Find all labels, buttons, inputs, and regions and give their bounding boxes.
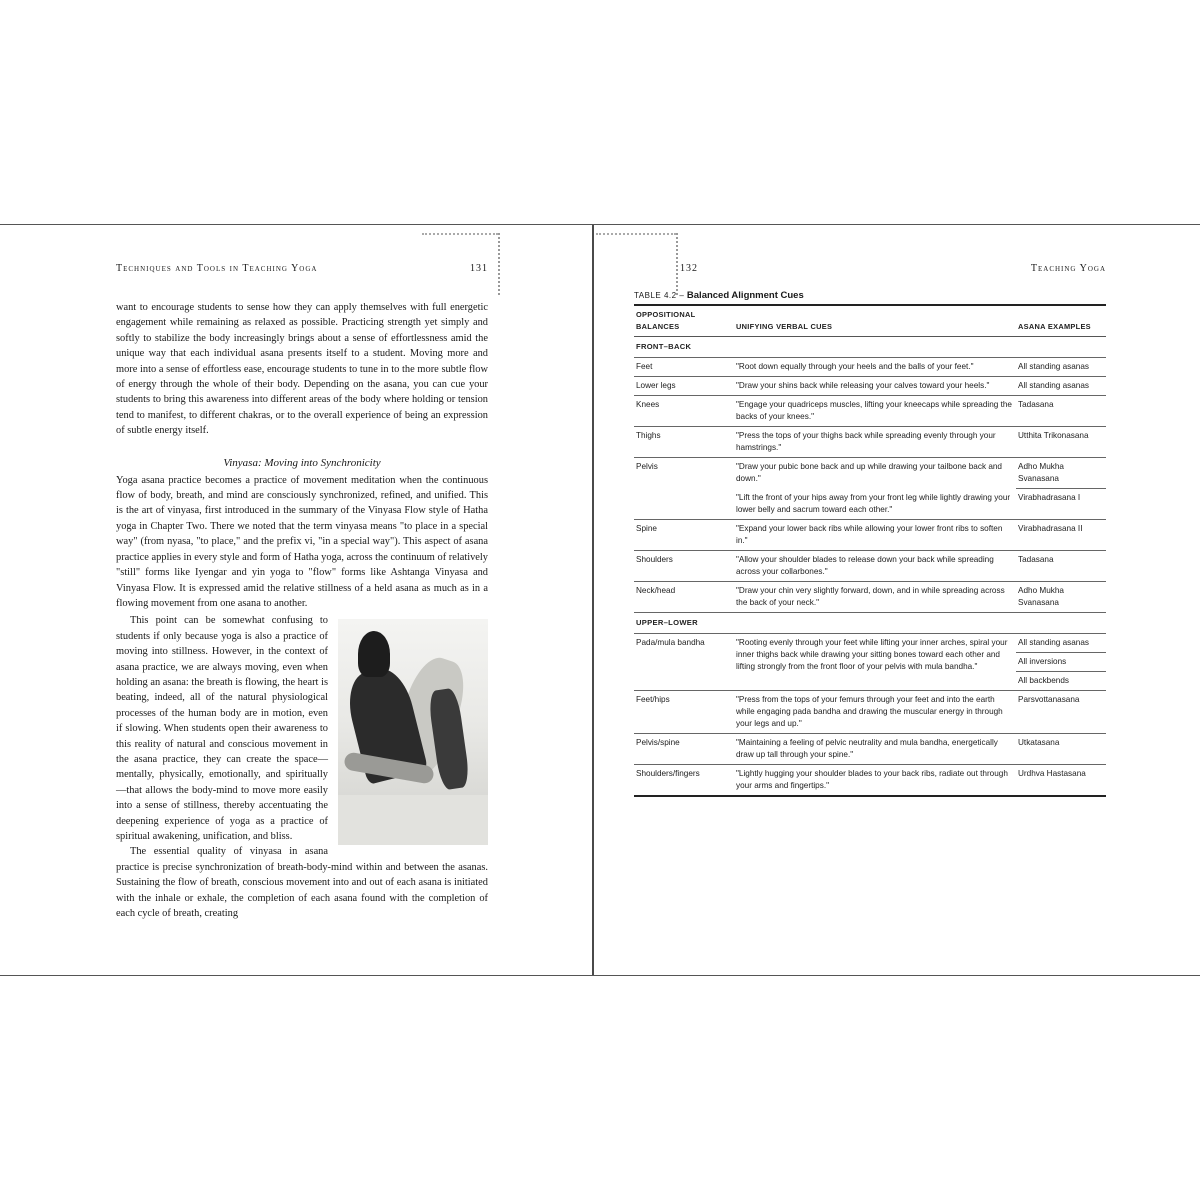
table-row: Shoulders "Allow your shoulder blades to release down your back while spreading across your collarbones." Tadasana	[634, 550, 1106, 581]
table-section-label: FRONT–BACK	[634, 337, 1106, 358]
table-number: TABLE 4.2 –	[634, 291, 685, 300]
column-header: OPPOSITIONAL BALANCES	[634, 306, 734, 337]
left-page	[116, 263, 488, 921]
table-header-row	[634, 306, 1106, 337]
table-row: Pelvis/spine "Maintaining a feeling of pelvic neutrality and mula bandha, energetically draw up tall through your spine." Utkatasana	[634, 733, 1106, 764]
crop-mark	[498, 233, 500, 295]
column-header: UNIFYING VERBAL CUES	[734, 306, 1016, 337]
page-number: 132	[680, 263, 698, 274]
alignment-table	[634, 306, 1106, 797]
table-title: Balanced Alignment Cues	[686, 290, 804, 301]
page-number: 131	[470, 263, 488, 274]
section-subheading: Vinyasa: Moving into Synchronicity	[223, 456, 381, 469]
paragraph: This point can be somewhat confusing to students if only because yoga is also a practice of moving into stillness. However, in the context of asana practice, we are always moving, even when holding an asana: the breath is flowing, the heart is beating, indeed, all of the natural physiological processes of the human body are in motion, even if slowing. When students open their awareness to this reality of natural and conscious movement in the asana practice, they can create the space—mentally, physically, emotionally, and spiritually—that allows the body-mind to move more easily into a sense of stillness, thereby accentuating the deepening experience of yoga as a practice of spiritual awakening, unification, and bliss.	[116, 615, 328, 842]
yoga-photo	[338, 619, 488, 845]
table-row: Neck/head "Draw your chin very slightly forward, down, and in while spreading across the back of your neck." Adho Mukha Svanasana	[634, 581, 1106, 612]
table-row: Knees "Engage your quadriceps muscles, lifting your kneecaps while spreading the backs of your knees." Tadasana	[634, 396, 1106, 427]
table-row: Shoulders/fingers "Lightly hugging your shoulder blades to your back ribs, radiate out through your arms and fingertips." Urdhva Hastasana	[634, 764, 1106, 796]
table-row: Feet/hips "Press from the tops of your femurs through your feet and into the earth while engaging pada bandha and drawing the muscular energy in through your legs and up." Parsvottanasana	[634, 690, 1106, 733]
paragraph: The essential quality of vinyasa in asana practice is precise synchronization of breath-body-mind within and between the asanas. Sustaining the flow of breath, conscious movement into and out of each asana is initiated with the inhale or exhale, the completion of each asana found with the completion of each cycle of breath, creating	[116, 846, 488, 920]
table-row: Pada/mula bandha "Rooting evenly through your feet while lifting your inner arches, spiral your inner thighs back while drawing your sitting bones toward each other and lifting strongly from the front floor of your pelvis with mula bandha." All standing asanas	[634, 633, 1106, 652]
table-caption	[634, 290, 1106, 306]
table-row: Feet "Root down equally through your heels and the balls of your feet." All standing asanas	[634, 358, 1106, 377]
crop-mark	[422, 233, 498, 235]
running-head	[634, 263, 1106, 274]
table-row: All inversions	[634, 652, 1106, 671]
table-row: Lower legs "Draw your shins back while releasing your calves toward your heels." All standing asanas	[634, 377, 1106, 396]
right-page	[634, 263, 1106, 797]
running-head	[116, 263, 488, 274]
table-row: Pelvis "Draw your pubic bone back and up while drawing your tailbone back and down." Adho Mukha Svanasana	[634, 458, 1106, 489]
column-header: ASANA EXAMPLES	[1016, 306, 1106, 337]
table-row: Thighs "Press the tops of your thighs back while spreading evenly through your hamstrings." Utthita Trikonasana	[634, 427, 1106, 458]
table-row: All backbends	[634, 671, 1106, 690]
table-section-label: UPPER–LOWER	[634, 612, 1106, 633]
table-row: "Lift the front of your hips away from your front leg while lightly drawing your lower belly and sacrum toward each other." Virabhadrasana I	[634, 489, 1106, 520]
page-gutter	[592, 225, 594, 975]
table-row: Spine "Expand your lower back ribs while allowing your lower front ribs to soften in." Virabhadrasana II	[634, 519, 1106, 550]
running-head-title: Techniques and Tools in Teaching Yoga	[116, 263, 318, 274]
running-head-title: Teaching Yoga	[1030, 263, 1106, 274]
paragraph: want to encourage students to sense how they can apply themselves with full energetic engagement while remaining as relaxed as possible. Practicing strength yet simply and softly to stabilize the body increasingly brings about a sense of effortlessness amid the unique way that each individual asana presents itself to a student. Moving more and more into a sense of effortless ease, encourage students to tune in to the more subtle flow of energy through the whole of their body. Depending on the asana, you can cue your students to bring this awareness into different areas of the body where holding or tension tend to manifest, to different chakras, or to the overall experience of being an expression of subtle energy itself.	[116, 302, 488, 437]
paragraph: Yoga asana practice becomes a practice of movement meditation when the continuous flow of body, breath, and mind are consciously synchronized, refined, and unified. This is the art of vinyasa, first introduced in the summary of the Vinyasa Flow style of Hatha yoga in Chapter Two. There we noted that the term vinyasa means "to place in a special way" (from nyasa, "to place," and the prefix vi, "in a special way"). This aspect of asana practice applies in every style and form of Hatha yoga, across the continuum of relatively "still" forms like Iyengar and yin yoga to "flow" forms like Ashtanga Vinyasa and Vinyasa Flow. It is expressed amid the relative stillness of a held asana as much as in a flowing movement from one asana to another.	[116, 474, 488, 609]
book-spread	[0, 224, 1200, 976]
crop-mark	[596, 233, 676, 235]
